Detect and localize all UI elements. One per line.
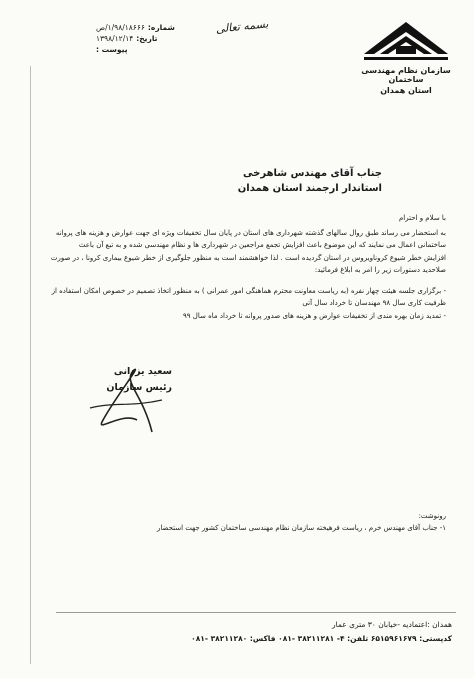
bullet-line: ظرفیت کاری سال ۹۸ مهندسان تا خرداد سال آتی [302, 299, 446, 307]
meta-number-row [96, 22, 216, 33]
signer-title: رئیس سازمان [106, 382, 172, 393]
cc-label: رونوشت: [418, 512, 446, 520]
signature-block [82, 362, 172, 442]
paragraph-line: صلاحدید دستورات زیر را امر به ابلاغ فرمائید: [314, 266, 446, 274]
letter-meta [96, 22, 216, 55]
paragraph-line: ساختمانی اعمال می نمایند که این موضوع باعث افزایش تجمع مراجعین در شهرداری ها و نظام مهندسی شده و به تبع آن باعث [78, 241, 446, 249]
footer-address: همدان :اعتمادیه -خیابان ۳۰ متری عمار [331, 620, 452, 629]
cc-block [34, 510, 446, 534]
footer-contact: کدپستی: ۶۵۱۵۹۶۱۶۷۹ تلفن: ۴- ۳۸۲۱۱۲۸۱ -۰۸۱ فاکس: ۳۸۲۱۱۲۸۰ -۰۸۱ [191, 634, 452, 643]
org-city: استان همدان [380, 86, 432, 95]
meta-date-row [96, 33, 216, 44]
footer-block [72, 618, 452, 646]
footer-divider [56, 612, 456, 613]
cc-item: ۱- جناب آقای مهندس خرم ، ریاست فرهیخته سازمان نظام مهندسی ساختمان کشور جهت استحضار [157, 524, 446, 532]
number-label: شماره: [147, 23, 175, 32]
date-label: تاریخ: [136, 34, 158, 43]
bismillah: بسمه تعالی [215, 17, 269, 36]
recipient-line-1: جناب آقای مهندس شاهرخی [243, 168, 382, 179]
date-value: ۱۳۹۸/۱۲/۱۴ [96, 34, 134, 43]
left-margin-line [30, 66, 31, 664]
bullet-line: - تمدید زمان بهره مندی از تخفیفات عوارض و هزینه های صدور پروانه تا خرداد ماه سال ۹۹ [183, 311, 446, 320]
attachment-label: پیوست : [96, 45, 128, 54]
number-value: ۱/۹۸/۱۸۶۶۶/ص [96, 23, 145, 32]
signer-name: سعید یزدانی [113, 366, 172, 377]
letter-body [34, 212, 446, 322]
org-logo-icon [358, 14, 454, 64]
letterhead-logo-block [356, 14, 456, 95]
bullet-line: - برگزاری جلسه هیئت چهار نفره (به ریاست معاونت محترم هماهنگی امور عمرانی ) به منظور اتخاذ تصمیم در خصوص امکان استفاده از [51, 286, 446, 295]
bullet-list [34, 285, 446, 323]
org-name: سازمان نظام مهندسی ساختمان [361, 66, 451, 84]
meta-attachment-row [96, 44, 216, 55]
paragraph-line: افزایش خطر شیوع کروناویروس در استان گردیده است . لذا خواهشمند است به منظور جلوگیری از خطر شیوع بیماری کرونا ، در صورت [50, 253, 446, 262]
paragraph-line: به استحضار می رساند طبق روال سالهای گذشته شهرداری های استان در پایان سال تخفیفات ویژه ای جهت عوارض و هزینه های پروانه [55, 228, 446, 237]
recipient-block [162, 168, 382, 194]
recipient-line-2: استاندار ارجمند استان همدان [237, 183, 382, 194]
greeting: با سلام و احترام [398, 214, 446, 222]
